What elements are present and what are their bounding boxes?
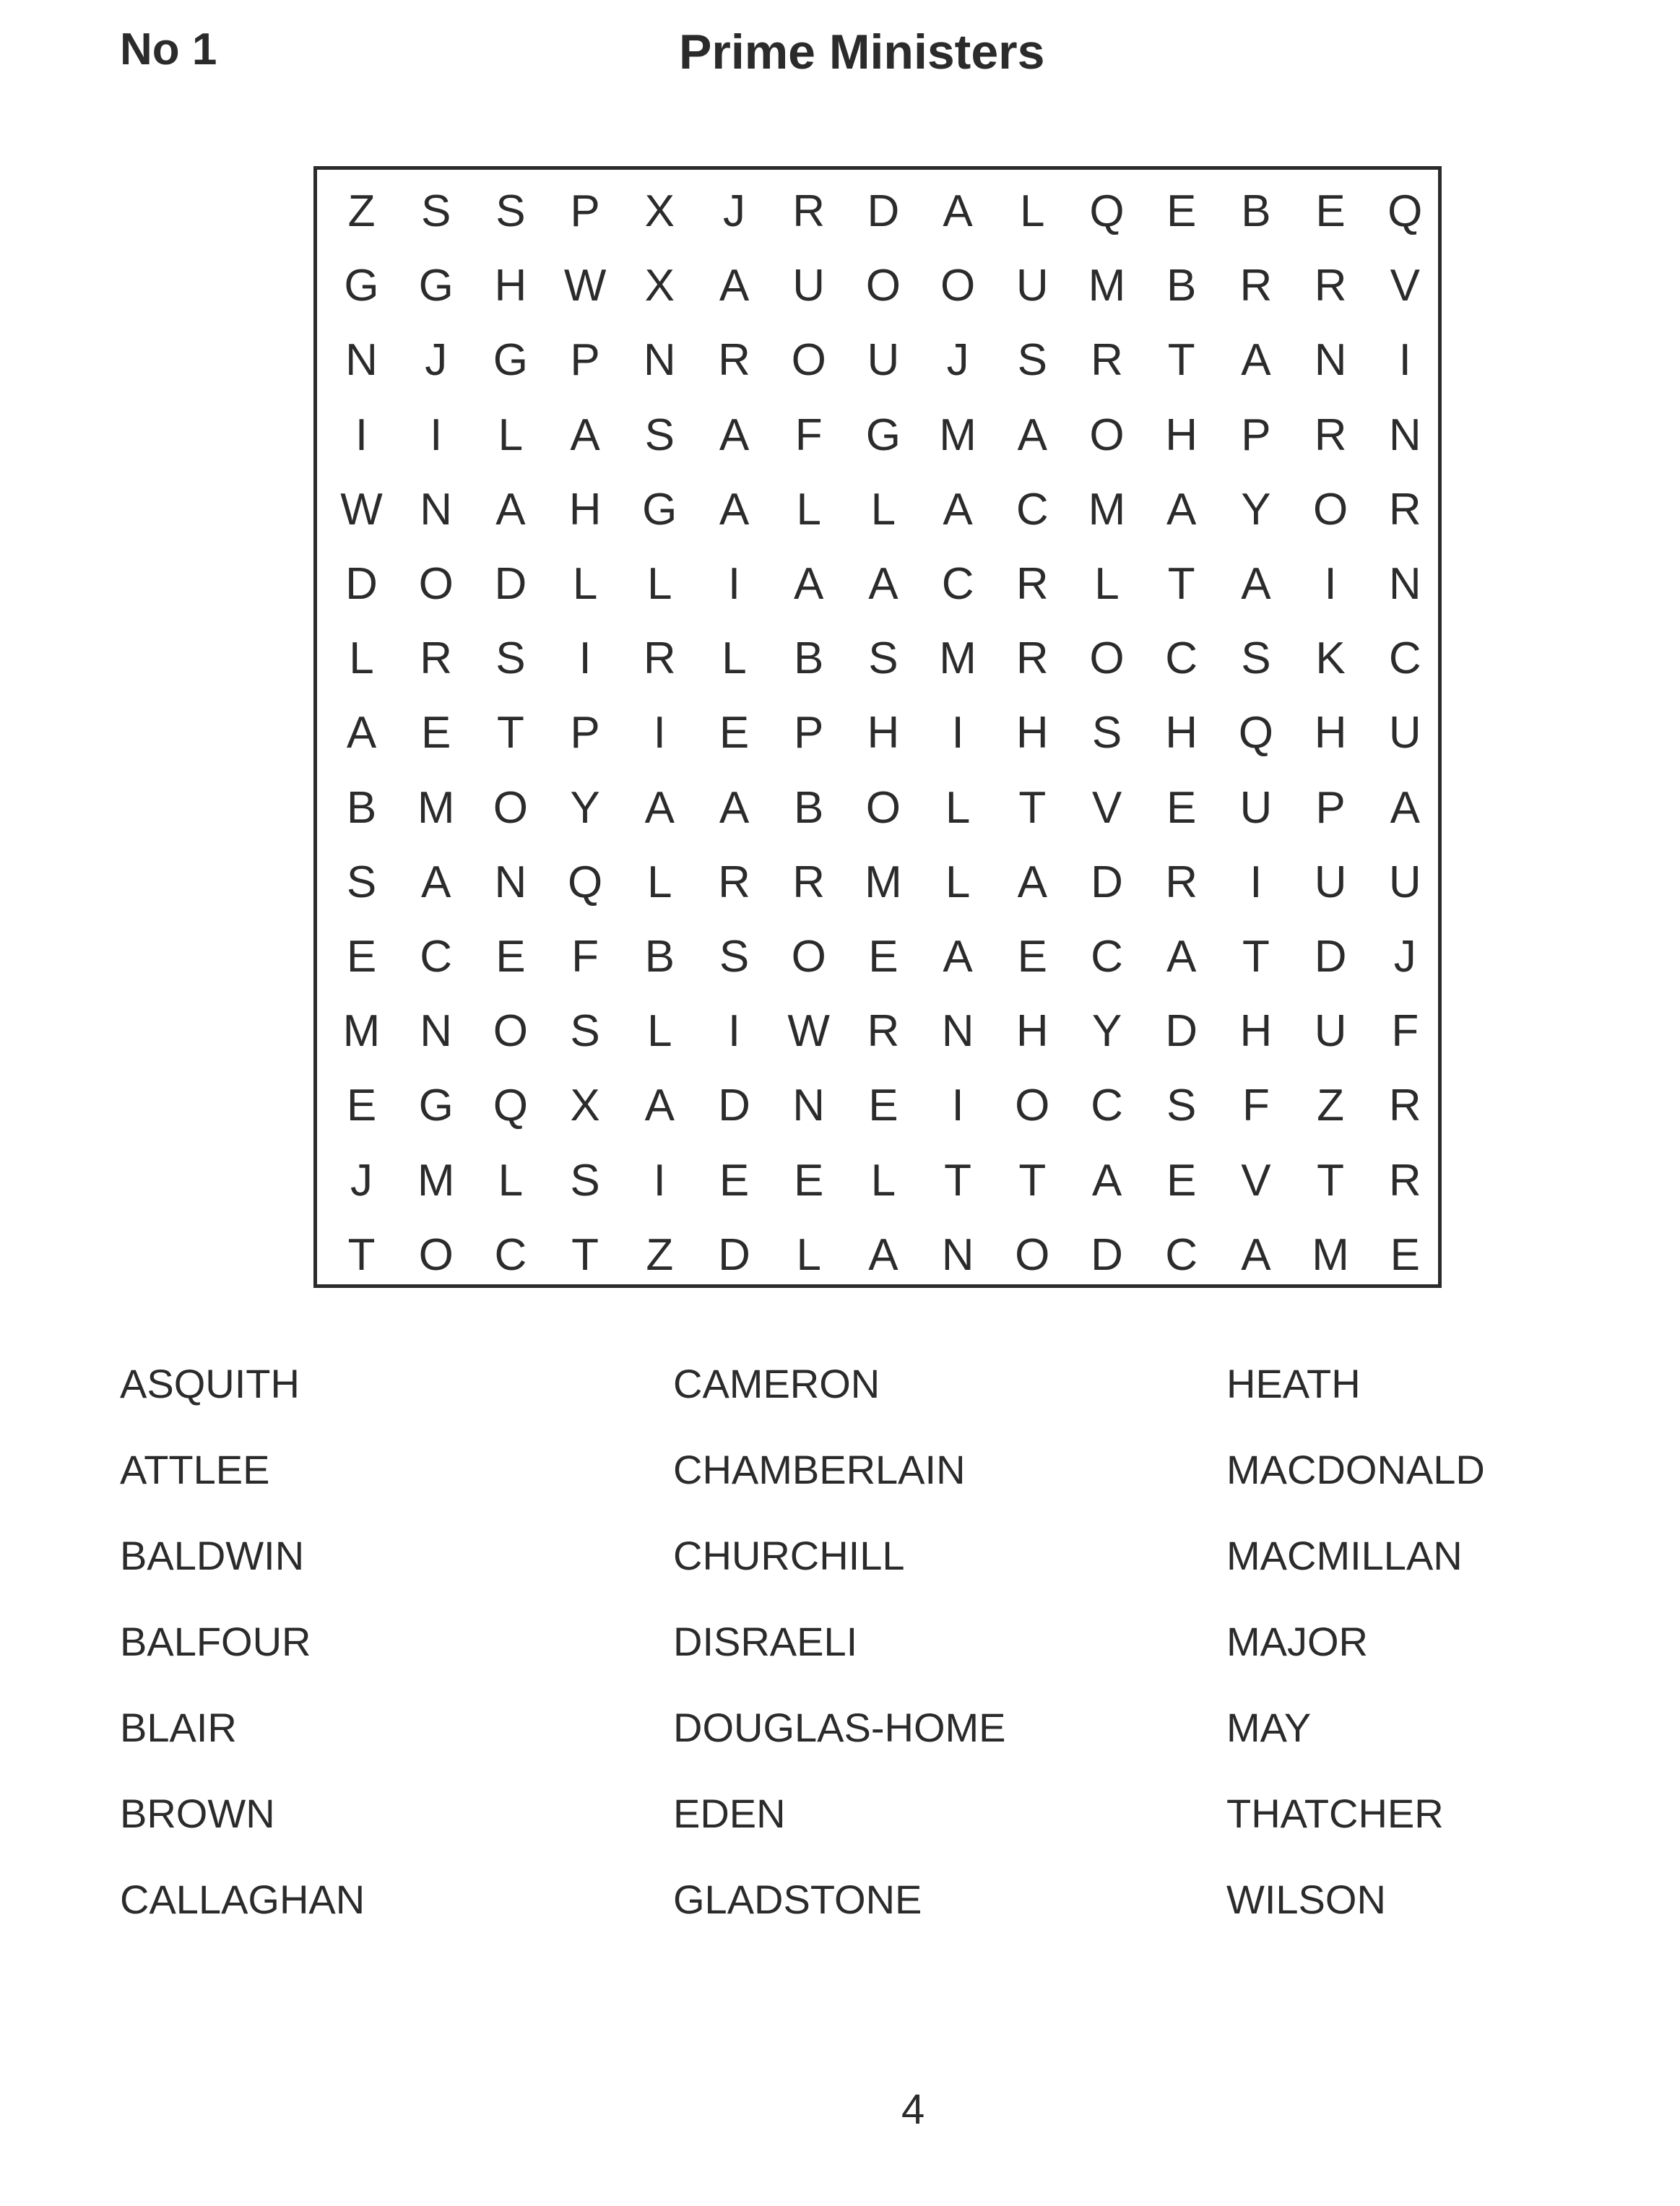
grid-letter: Y: [570, 782, 600, 833]
grid-letter: H: [1016, 708, 1049, 758]
word-list-item: CAMERON: [673, 1361, 880, 1406]
grid-letter: J: [425, 335, 448, 386]
grid-letter: M: [417, 1155, 455, 1206]
grid-letter: O: [1015, 1229, 1050, 1280]
grid-letter: I: [579, 633, 592, 684]
grid-letter: L: [945, 782, 971, 833]
grid-letter: T: [944, 1155, 972, 1206]
grid-letter: O: [418, 559, 454, 609]
grid-letter: Y: [1091, 1006, 1122, 1057]
word-list-item: BALFOUR: [120, 1619, 311, 1664]
grid-letter: N: [420, 484, 453, 535]
grid-letter: M: [1088, 261, 1126, 311]
grid-letter: I: [653, 1155, 666, 1206]
word-list-item: BROWN: [120, 1791, 275, 1836]
grid-letter: C: [494, 1229, 527, 1280]
grid-letter: I: [727, 1006, 741, 1057]
grid-letter: B: [1166, 261, 1197, 311]
grid-letter: I: [355, 410, 368, 460]
grid-letter: R: [1091, 335, 1123, 386]
puzzle-number: No 1: [120, 25, 217, 74]
grid-letter: V: [1390, 261, 1420, 311]
grid-letter: T: [1018, 782, 1047, 833]
grid-letter: X: [644, 186, 675, 236]
grid-letter: C: [1165, 1229, 1198, 1280]
grid-letter: Z: [646, 1229, 674, 1280]
word-list-item: ASQUITH: [120, 1361, 300, 1406]
grid-letter: D: [494, 559, 527, 609]
grid-letter: A: [1166, 932, 1197, 982]
grid-letter: I: [951, 708, 964, 758]
grid-letter: A: [868, 559, 899, 609]
grid-letter: S: [1241, 633, 1271, 684]
grid-letter: Z: [1317, 1081, 1345, 1131]
grid-letter: N: [494, 857, 527, 907]
grid-letter: Y: [1241, 484, 1271, 535]
grid-letter: N: [1314, 335, 1347, 386]
word-list-item: DISRAELI: [673, 1619, 858, 1664]
grid-letter: C: [420, 932, 453, 982]
grid-letter: J: [723, 186, 745, 236]
grid-letter: H: [1165, 410, 1198, 460]
grid-letter: B: [644, 932, 675, 982]
grid-letter: O: [791, 335, 826, 386]
word-list-item: DOUGLAS-HOME: [673, 1705, 1006, 1750]
grid-letter: R: [1165, 857, 1198, 907]
grid-letter: V: [1241, 1155, 1271, 1206]
grid-letter: R: [792, 186, 826, 236]
letter-grid: [317, 170, 1438, 1284]
grid-letter: T: [1167, 559, 1195, 609]
grid-letter: C: [1091, 1081, 1123, 1131]
grid-letter: O: [865, 782, 901, 833]
grid-letter: A: [1091, 1155, 1122, 1206]
grid-letter: R: [792, 857, 826, 907]
grid-letter: D: [1091, 1229, 1123, 1280]
grid-letter: D: [867, 186, 900, 236]
grid-row: [317, 174, 1438, 248]
grid-letter: E: [421, 708, 451, 758]
grid-letter: C: [1165, 633, 1198, 684]
grid-letter: N: [941, 1229, 974, 1280]
grid-letter: S: [570, 1155, 600, 1206]
grid-letter: B: [346, 782, 377, 833]
grid-letter: C: [941, 559, 974, 609]
grid-letter: S: [1091, 708, 1122, 758]
grid-letter: L: [498, 410, 524, 460]
grid-letter: R: [1388, 1155, 1421, 1206]
grid-letter: Q: [1387, 186, 1423, 236]
grid-letter: O: [791, 932, 826, 982]
grid-letter: R: [718, 335, 750, 386]
grid-letter: O: [418, 1229, 454, 1280]
grid-letter: S: [495, 633, 526, 684]
grid-letter: E: [1166, 1155, 1197, 1206]
grid-letter: H: [494, 261, 527, 311]
grid-letter: U: [1314, 1006, 1347, 1057]
grid-letter: E: [1166, 782, 1197, 833]
grid-letter: O: [865, 261, 901, 311]
grid-letter: A: [794, 559, 824, 609]
grid-row: [317, 547, 1438, 621]
grid-letter: R: [1314, 261, 1347, 311]
grid-letter: N: [345, 335, 378, 386]
grid-letter: B: [1241, 186, 1271, 236]
grid-letter: Q: [1089, 186, 1125, 236]
grid-letter: K: [1315, 633, 1346, 684]
grid-letter: L: [498, 1155, 524, 1206]
grid-letter: T: [496, 708, 524, 758]
grid-letter: P: [1315, 782, 1346, 833]
grid-letter: U: [1239, 782, 1273, 833]
word-list-item: CHAMBERLAIN: [673, 1447, 966, 1492]
grid-letter: E: [1390, 1229, 1420, 1280]
grid-letter: R: [867, 1006, 900, 1057]
word-list-item: MACDONALD: [1226, 1447, 1485, 1492]
grid-letter: X: [644, 261, 675, 311]
grid-letter: R: [420, 633, 453, 684]
grid-letter: G: [344, 261, 379, 311]
grid-letter: H: [1314, 708, 1347, 758]
grid-letter: I: [1324, 559, 1337, 609]
grid-letter: M: [939, 633, 977, 684]
grid-letter: A: [943, 186, 973, 236]
grid-letter: C: [1091, 932, 1123, 982]
grid-letter: D: [345, 559, 378, 609]
grid-letter: X: [570, 1081, 600, 1131]
grid-letter: A: [719, 261, 750, 311]
grid-letter: T: [1242, 932, 1270, 982]
grid-letter: R: [1388, 1081, 1421, 1131]
grid-letter: H: [1016, 1006, 1049, 1057]
word-list-item: GLADSTONE: [673, 1877, 922, 1922]
grid-letter: U: [1388, 708, 1421, 758]
grid-letter: A: [644, 782, 675, 833]
grid-letter: B: [794, 782, 824, 833]
grid-letter: A: [1390, 782, 1420, 833]
grid-letter: F: [794, 410, 823, 460]
grid-letter: E: [346, 1081, 377, 1131]
word-list-item: MAJOR: [1226, 1619, 1368, 1664]
grid-letter: E: [794, 1155, 824, 1206]
grid-letter: L: [870, 484, 896, 535]
grid-row: [317, 472, 1438, 547]
grid-letter: U: [867, 335, 900, 386]
grid-letter: U: [1016, 261, 1049, 311]
grid-letter: E: [1017, 932, 1047, 982]
grid-letter: U: [1388, 857, 1421, 907]
word-list-item: WILSON: [1226, 1877, 1386, 1922]
grid-row: [317, 1218, 1438, 1292]
word-list-item: THATCHER: [1226, 1791, 1444, 1836]
grid-row: [317, 920, 1438, 994]
grid-letter: H: [1239, 1006, 1273, 1057]
grid-letter: S: [570, 1006, 600, 1057]
grid-letter: L: [647, 559, 672, 609]
grid-letter: M: [865, 857, 902, 907]
grid-letter: A: [719, 782, 750, 833]
grid-letter: A: [1241, 1229, 1271, 1280]
grid-letter: J: [1393, 932, 1416, 982]
grid-letter: T: [347, 1229, 376, 1280]
grid-letter: E: [1315, 186, 1346, 236]
grid-letter: N: [420, 1006, 453, 1057]
grid-letter: U: [1314, 857, 1347, 907]
grid-row: [317, 1068, 1438, 1143]
word-list-item: MAY: [1226, 1705, 1312, 1750]
grid-letter: G: [418, 1081, 454, 1131]
grid-letter: L: [1020, 186, 1045, 236]
page-title: Prime Ministers: [679, 25, 1045, 79]
grid-letter: R: [1314, 410, 1347, 460]
grid-letter: E: [868, 932, 899, 982]
grid-letter: L: [349, 633, 374, 684]
grid-letter: A: [421, 857, 451, 907]
grid-letter: U: [792, 261, 826, 311]
grid-letter: E: [495, 932, 526, 982]
grid-letter: A: [943, 932, 973, 982]
grid-letter: R: [643, 633, 676, 684]
grid-letter: P: [570, 335, 600, 386]
grid-row: [317, 248, 1438, 323]
grid-letter: G: [493, 335, 528, 386]
grid-letter: M: [1088, 484, 1126, 535]
word-search-grid: [313, 166, 1442, 1288]
grid-letter: V: [1091, 782, 1122, 833]
grid-letter: W: [340, 484, 383, 535]
grid-letter: H: [1165, 708, 1198, 758]
grid-letter: E: [719, 708, 750, 758]
grid-letter: C: [1016, 484, 1049, 535]
grid-letter: I: [653, 708, 666, 758]
grid-letter: M: [342, 1006, 381, 1057]
grid-letter: S: [495, 186, 526, 236]
word-list-item: CALLAGHAN: [120, 1877, 365, 1922]
grid-letter: N: [941, 1006, 974, 1057]
word-list-item: BALDWIN: [120, 1533, 305, 1578]
grid-letter: A: [1017, 857, 1047, 907]
word-list-item: BLAIR: [120, 1705, 237, 1750]
grid-letter: F: [1242, 1081, 1270, 1131]
grid-letter: R: [1388, 484, 1421, 535]
grid-letter: A: [1017, 410, 1047, 460]
grid-letter: S: [719, 932, 750, 982]
grid-letter: O: [493, 782, 528, 833]
grid-letter: L: [796, 1229, 821, 1280]
grid-letter: W: [787, 1006, 830, 1057]
grid-letter: L: [796, 484, 821, 535]
grid-letter: T: [1167, 335, 1195, 386]
grid-letter: E: [1166, 186, 1197, 236]
grid-letter: I: [1398, 335, 1411, 386]
grid-letter: O: [493, 1006, 528, 1057]
grid-row: [317, 1143, 1438, 1218]
grid-letter: P: [794, 708, 824, 758]
word-list-item: EDEN: [673, 1791, 786, 1836]
grid-letter: T: [1317, 1155, 1345, 1206]
word-list-item: CHURCHILL: [673, 1533, 905, 1578]
grid-letter: O: [940, 261, 976, 311]
grid-letter: S: [1166, 1081, 1197, 1131]
grid-letter: A: [1241, 335, 1271, 386]
grid-letter: E: [346, 932, 377, 982]
grid-letter: O: [1089, 410, 1125, 460]
grid-letter: M: [1312, 1229, 1349, 1280]
grid-letter: L: [945, 857, 971, 907]
grid-row: [317, 323, 1438, 397]
grid-letter: L: [572, 559, 598, 609]
grid-letter: P: [570, 186, 600, 236]
grid-letter: A: [570, 410, 600, 460]
grid-letter: O: [1089, 633, 1125, 684]
grid-letter: A: [719, 484, 750, 535]
grid-letter: H: [568, 484, 602, 535]
grid-letter: N: [1388, 559, 1421, 609]
grid-row: [317, 398, 1438, 472]
grid-letter: I: [1250, 857, 1263, 907]
grid-letter: E: [719, 1155, 750, 1206]
grid-letter: E: [868, 1081, 899, 1131]
grid-letter: M: [417, 782, 455, 833]
grid-letter: Q: [1238, 708, 1273, 758]
word-list-item: ATTLEE: [120, 1447, 270, 1492]
grid-letter: D: [718, 1229, 750, 1280]
grid-letter: A: [943, 484, 973, 535]
grid-letter: A: [1166, 484, 1197, 535]
grid-letter: N: [643, 335, 676, 386]
grid-letter: A: [495, 484, 526, 535]
grid-letter: P: [570, 708, 600, 758]
page-number: 4: [901, 2086, 925, 2133]
grid-letter: H: [867, 708, 900, 758]
grid-letter: S: [346, 857, 377, 907]
grid-letter: S: [421, 186, 451, 236]
grid-letter: D: [718, 1081, 750, 1131]
grid-letter: B: [794, 633, 824, 684]
grid-letter: T: [1018, 1155, 1047, 1206]
grid-letter: T: [571, 1229, 599, 1280]
grid-letter: R: [1239, 261, 1273, 311]
grid-letter: A: [644, 1081, 675, 1131]
grid-letter: A: [346, 708, 377, 758]
grid-letter: N: [1388, 410, 1421, 460]
grid-letter: D: [1314, 932, 1347, 982]
word-list-item: HEATH: [1226, 1361, 1361, 1406]
grid-letter: Q: [493, 1081, 528, 1131]
grid-letter: J: [946, 335, 969, 386]
grid-letter: O: [1015, 1081, 1050, 1131]
grid-letter: A: [719, 410, 750, 460]
grid-row: [317, 771, 1438, 845]
grid-letter: I: [727, 559, 741, 609]
grid-letter: S: [644, 410, 675, 460]
grid-letter: S: [868, 633, 899, 684]
grid-letter: F: [571, 932, 599, 982]
grid-letter: S: [1017, 335, 1047, 386]
grid-letter: I: [430, 410, 443, 460]
grid-letter: L: [722, 633, 747, 684]
grid-row: [317, 621, 1438, 696]
grid-letter: L: [870, 1155, 896, 1206]
grid-letter: M: [939, 410, 977, 460]
grid-letter: Z: [347, 186, 376, 236]
grid-letter: Q: [567, 857, 603, 907]
grid-row: [317, 696, 1438, 770]
grid-row: [317, 994, 1438, 1068]
grid-letter: W: [563, 261, 607, 311]
grid-letter: I: [951, 1081, 964, 1131]
grid-letter: R: [718, 857, 750, 907]
grid-letter: F: [1391, 1006, 1419, 1057]
grid-letter: L: [1094, 559, 1120, 609]
grid-letter: L: [647, 857, 672, 907]
grid-letter: G: [418, 261, 454, 311]
grid-letter: L: [647, 1006, 672, 1057]
grid-letter: N: [792, 1081, 826, 1131]
grid-letter: P: [1241, 410, 1271, 460]
grid-letter: R: [1016, 633, 1049, 684]
grid-letter: D: [1165, 1006, 1198, 1057]
grid-row: [317, 845, 1438, 920]
grid-letter: J: [350, 1155, 373, 1206]
grid-letter: A: [1241, 559, 1271, 609]
grid-letter: C: [1388, 633, 1421, 684]
grid-letter: G: [642, 484, 677, 535]
grid-letter: D: [1091, 857, 1123, 907]
grid-letter: O: [1312, 484, 1348, 535]
grid-letter: R: [1016, 559, 1049, 609]
grid-letter: A: [868, 1229, 899, 1280]
word-list-item: MACMILLAN: [1226, 1533, 1463, 1578]
grid-letter: G: [865, 410, 901, 460]
